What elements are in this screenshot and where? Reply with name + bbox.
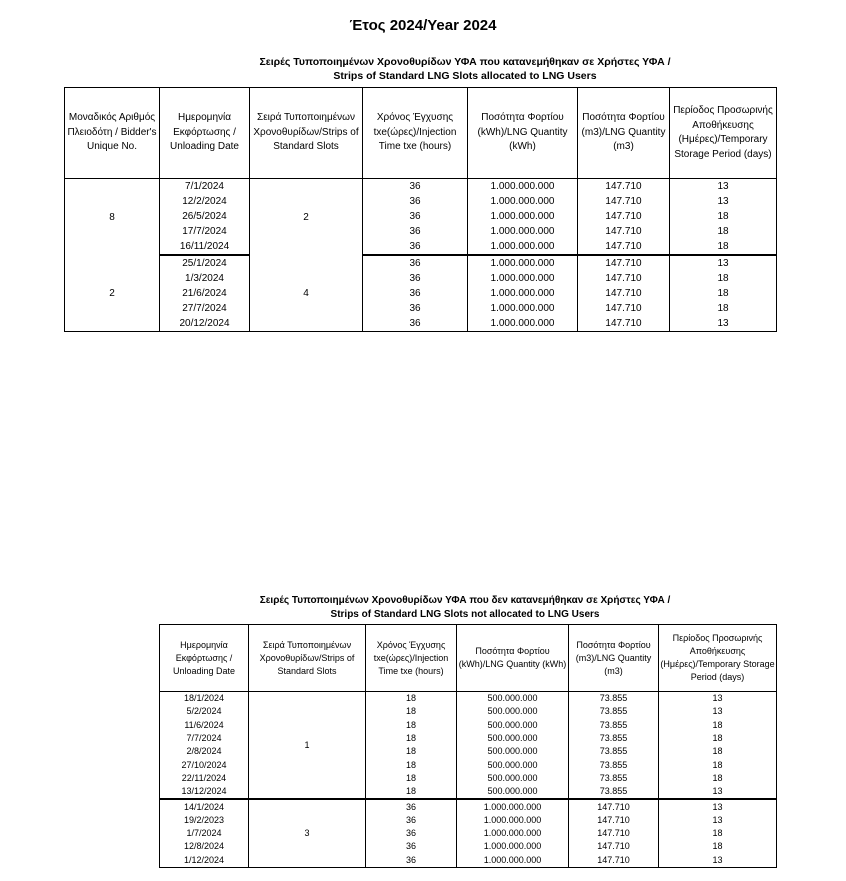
kwh-cell: 1.000.000.000 xyxy=(457,854,569,868)
days-cell: 13 xyxy=(659,692,777,706)
table-row xyxy=(160,692,777,706)
m3-cell: 73.855 xyxy=(569,719,659,732)
kwh-cell: 1.000.000.000 xyxy=(457,799,569,813)
days-cell: 13 xyxy=(670,255,777,271)
date-cell: 18/1/2024 xyxy=(160,692,249,706)
hours-cell: 36 xyxy=(363,194,468,209)
hours-cell: 36 xyxy=(363,255,468,271)
m3-cell: 147.710 xyxy=(578,179,670,195)
hours-cell: 18 xyxy=(366,732,457,745)
table-row xyxy=(65,194,777,209)
table-row xyxy=(65,255,777,271)
days-cell: 13 xyxy=(659,854,777,868)
kwh-cell: 1.000.000.000 xyxy=(468,271,578,286)
table-row xyxy=(65,301,777,316)
col-header-strip: Σειρά Τυποποιημένων Χρονοθυρίδων/Strips of Standard Slots xyxy=(250,88,363,179)
bidder-cell: 2 xyxy=(65,255,160,332)
kwh-cell: 1.000.000.000 xyxy=(468,239,578,255)
unallocated-title-english: Strips of Standard LNG Slots not allocated to LNG Users xyxy=(330,609,600,620)
date-cell: 21/6/2024 xyxy=(160,286,250,301)
kwh-cell: 1.000.000.000 xyxy=(468,255,578,271)
col-header-date: Ημερομηνία Εκφόρτωσης / Unloading Date xyxy=(160,88,250,179)
kwh-cell: 1.000.000.000 xyxy=(468,286,578,301)
m3-cell: 73.855 xyxy=(569,692,659,706)
m3-cell: 147.710 xyxy=(578,194,670,209)
date-cell: 1/3/2024 xyxy=(160,271,250,286)
table-row xyxy=(65,209,777,224)
allocated-title-greek: Σειρές Τυποποιημένων Χρονοθυρίδων ΥΦΑ που κατανεμήθηκαν σε Χρήστες ΥΦΑ / xyxy=(259,56,671,68)
date-cell: 19/2/2023 xyxy=(160,814,249,827)
col-header-kwh: Ποσότητα Φορτίου (kWh)/LNG Quantity (kWh) xyxy=(468,88,578,179)
col-header-days: Περίοδος Προσωρινής Αποθήκευσης (Ημέρες)/Temporary Storage Period (days) xyxy=(659,625,777,692)
allocated-slots-table xyxy=(64,87,777,332)
unallocated-title-greek: Σειρές Τυποποιημένων Χρονοθυρίδων ΥΦΑ που δεν κατανεμήθηκαν σε Χρήστες ΥΦΑ / xyxy=(259,595,671,606)
hours-cell: 36 xyxy=(363,179,468,195)
hours-cell: 36 xyxy=(366,799,457,813)
hours-cell: 18 xyxy=(366,692,457,706)
col-header-hours: Χρόνος Έγχυσης txe(ώρες)/Injection Time txe (hours) xyxy=(366,625,457,692)
days-cell: 13 xyxy=(670,316,777,332)
hours-cell: 36 xyxy=(363,209,468,224)
kwh-cell: 500.000.000 xyxy=(457,732,569,745)
m3-cell: 73.855 xyxy=(569,705,659,718)
days-cell: 18 xyxy=(659,719,777,732)
hours-cell: 18 xyxy=(366,772,457,785)
kwh-cell: 1.000.000.000 xyxy=(468,301,578,316)
bidder-cell: 8 xyxy=(65,179,160,256)
days-cell: 18 xyxy=(659,745,777,758)
date-cell: 27/7/2024 xyxy=(160,301,250,316)
col-header-hours: Χρόνος Έγχυσης txe(ώρες)/Injection Time txe (hours) xyxy=(363,88,468,179)
strip-cell: 4 xyxy=(250,255,363,332)
kwh-cell: 1.000.000.000 xyxy=(457,827,569,840)
m3-cell: 73.855 xyxy=(569,732,659,745)
kwh-cell: 500.000.000 xyxy=(457,772,569,785)
allocated-section-title xyxy=(160,55,770,83)
m3-cell: 147.710 xyxy=(578,316,670,332)
hours-cell: 18 xyxy=(366,745,457,758)
hours-cell: 18 xyxy=(366,719,457,732)
kwh-cell: 500.000.000 xyxy=(457,758,569,771)
hours-cell: 36 xyxy=(363,316,468,332)
table-row xyxy=(65,179,777,195)
col-header-strip: Σειρά Τυποποιημένων Χρονοθυρίδων/Strips of Standard Slots xyxy=(249,625,366,692)
col-header-kwh: Ποσότητα Φορτίου (kWh)/LNG Quantity (kWh) xyxy=(457,625,569,692)
m3-cell: 73.855 xyxy=(569,745,659,758)
date-cell: 13/12/2024 xyxy=(160,785,249,799)
hours-cell: 18 xyxy=(366,785,457,799)
col-header-m3: Ποσότητα Φορτίου (m3)/LNG Quantity (m3) xyxy=(578,88,670,179)
m3-cell: 147.710 xyxy=(578,224,670,239)
date-cell: 25/1/2024 xyxy=(160,255,250,271)
kwh-cell: 500.000.000 xyxy=(457,785,569,799)
strip-cell: 2 xyxy=(250,179,363,256)
col-header-m3: Ποσότητα Φορτίου (m3)/LNG Quantity (m3) xyxy=(569,625,659,692)
days-cell: 18 xyxy=(659,840,777,853)
strip-cell: 1 xyxy=(249,692,366,800)
days-cell: 18 xyxy=(670,239,777,255)
date-cell: 7/7/2024 xyxy=(160,732,249,745)
allocated-title-english: Strips of Standard LNG Slots allocated to LNG Users xyxy=(333,70,597,82)
m3-cell: 147.710 xyxy=(578,271,670,286)
kwh-cell: 500.000.000 xyxy=(457,692,569,706)
kwh-cell: 1.000.000.000 xyxy=(468,209,578,224)
date-cell: 11/6/2024 xyxy=(160,719,249,732)
hours-cell: 36 xyxy=(363,286,468,301)
days-cell: 18 xyxy=(659,732,777,745)
days-cell: 13 xyxy=(659,814,777,827)
kwh-cell: 1.000.000.000 xyxy=(468,179,578,195)
kwh-cell: 1.000.000.000 xyxy=(457,840,569,853)
date-cell: 14/1/2024 xyxy=(160,799,249,813)
hours-cell: 36 xyxy=(363,224,468,239)
days-cell: 13 xyxy=(659,785,777,799)
unallocated-section-title xyxy=(160,594,770,622)
hours-cell: 36 xyxy=(363,301,468,316)
date-cell: 1/7/2024 xyxy=(160,827,249,840)
col-header-date: Ημερομηνία Εκφόρτωσης / Unloading Date xyxy=(160,625,249,692)
table-row xyxy=(65,316,777,332)
m3-cell: 147.710 xyxy=(569,854,659,868)
days-cell: 18 xyxy=(659,827,777,840)
date-cell: 2/8/2024 xyxy=(160,745,249,758)
date-cell: 7/1/2024 xyxy=(160,179,250,195)
hours-cell: 18 xyxy=(366,705,457,718)
m3-cell: 147.710 xyxy=(569,814,659,827)
hours-cell: 36 xyxy=(366,827,457,840)
m3-cell: 147.710 xyxy=(578,239,670,255)
m3-cell: 147.710 xyxy=(578,209,670,224)
hours-cell: 36 xyxy=(363,271,468,286)
hours-cell: 36 xyxy=(366,814,457,827)
table-row xyxy=(65,286,777,301)
table-row xyxy=(65,224,777,239)
date-cell: 12/2/2024 xyxy=(160,194,250,209)
m3-cell: 73.855 xyxy=(569,758,659,771)
days-cell: 18 xyxy=(670,301,777,316)
days-cell: 13 xyxy=(670,194,777,209)
date-cell: 26/5/2024 xyxy=(160,209,250,224)
hours-cell: 36 xyxy=(366,840,457,853)
days-cell: 13 xyxy=(670,179,777,195)
hours-cell: 18 xyxy=(366,758,457,771)
days-cell: 13 xyxy=(659,705,777,718)
kwh-cell: 1.000.000.000 xyxy=(468,194,578,209)
days-cell: 13 xyxy=(659,799,777,813)
date-cell: 12/8/2024 xyxy=(160,840,249,853)
kwh-cell: 1.000.000.000 xyxy=(468,224,578,239)
table-header-row xyxy=(65,88,777,179)
table-row xyxy=(160,799,777,813)
kwh-cell: 1.000.000.000 xyxy=(457,814,569,827)
strip-cell: 3 xyxy=(249,799,366,867)
m3-cell: 147.710 xyxy=(578,255,670,271)
kwh-cell: 500.000.000 xyxy=(457,719,569,732)
date-cell: 1/12/2024 xyxy=(160,854,249,868)
m3-cell: 147.710 xyxy=(569,840,659,853)
table-header-row xyxy=(160,625,777,692)
date-cell: 22/11/2024 xyxy=(160,772,249,785)
date-cell: 16/11/2024 xyxy=(160,239,250,255)
date-cell: 17/7/2024 xyxy=(160,224,250,239)
page-title: Έτος 2024/Year 2024 xyxy=(349,17,497,34)
m3-cell: 147.710 xyxy=(569,827,659,840)
m3-cell: 147.710 xyxy=(578,286,670,301)
kwh-cell: 1.000.000.000 xyxy=(468,316,578,332)
days-cell: 18 xyxy=(670,271,777,286)
date-cell: 27/10/2024 xyxy=(160,758,249,771)
table-row xyxy=(65,271,777,286)
m3-cell: 147.710 xyxy=(578,301,670,316)
kwh-cell: 500.000.000 xyxy=(457,705,569,718)
hours-cell: 36 xyxy=(366,854,457,868)
m3-cell: 73.855 xyxy=(569,772,659,785)
col-header-days: Περίοδος Προσωρινής Αποθήκευσης (Ημέρες)/Temporary Storage Period (days) xyxy=(670,88,777,179)
days-cell: 18 xyxy=(670,209,777,224)
hours-cell: 36 xyxy=(363,239,468,255)
unallocated-slots-table xyxy=(159,624,777,868)
col-header-bidder: Μοναδικός Αριθμός Πλειοδότη / Bidder's Unique No. xyxy=(65,88,160,179)
days-cell: 18 xyxy=(659,772,777,785)
days-cell: 18 xyxy=(659,758,777,771)
days-cell: 18 xyxy=(670,224,777,239)
date-cell: 20/12/2024 xyxy=(160,316,250,332)
m3-cell: 73.855 xyxy=(569,785,659,799)
date-cell: 5/2/2024 xyxy=(160,705,249,718)
kwh-cell: 500.000.000 xyxy=(457,745,569,758)
days-cell: 18 xyxy=(670,286,777,301)
table-row xyxy=(65,239,777,255)
m3-cell: 147.710 xyxy=(569,799,659,813)
